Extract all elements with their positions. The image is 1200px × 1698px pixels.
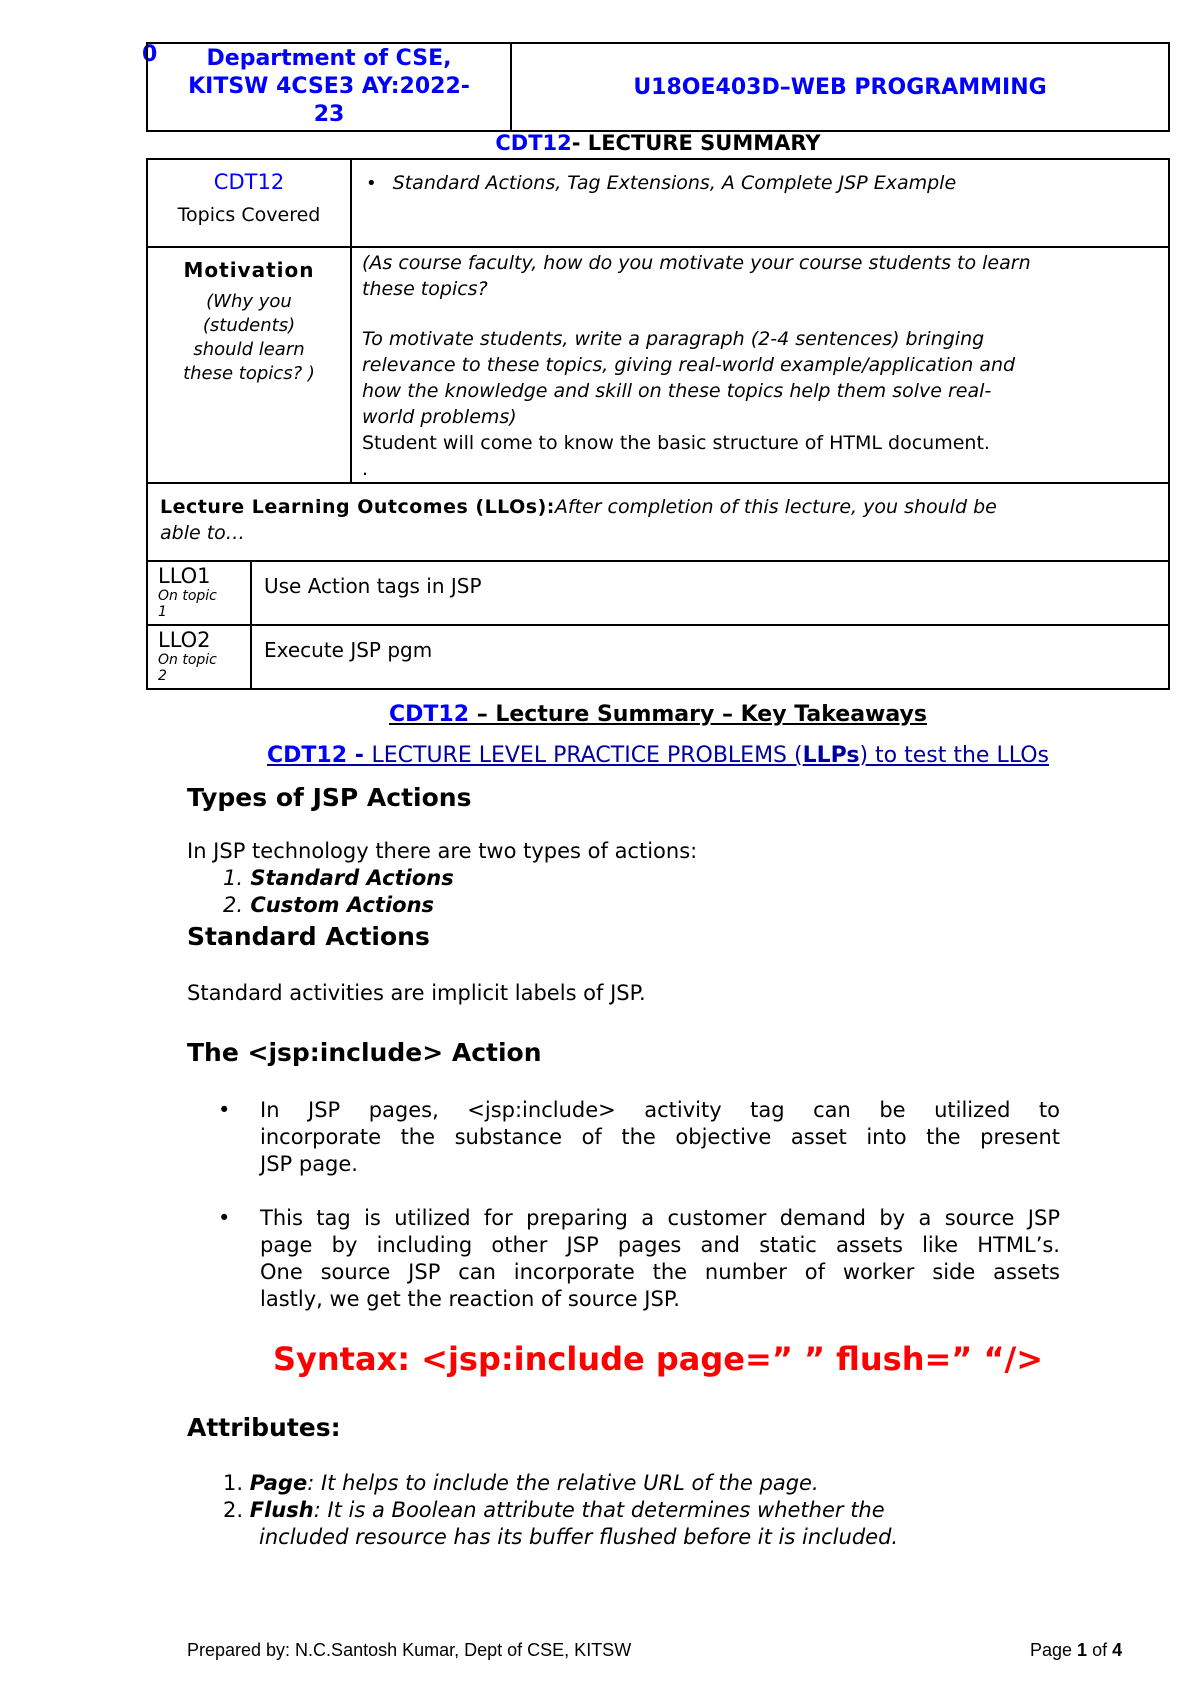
key-takeaways-heading (146, 702, 1170, 727)
motivation-sub1: (Why you (206, 291, 292, 312)
motivation-q3: To motivate students, write a paragraph (2-4 sentences) bringing (362, 328, 985, 350)
practice-problems-heading (146, 743, 1170, 768)
motivation-sub4: these topics? ) (183, 363, 315, 384)
llo1-on: On topic (158, 588, 217, 604)
motivation-answer: Student will come to know the basic structure of HTML document. (362, 432, 990, 454)
attribute-flush-line2: included resource has its buffer flushed before it is included. (259, 1525, 899, 1549)
type-item-1: 1. Standard Actions (223, 866, 454, 890)
motivation-dot: . (362, 458, 369, 480)
llo1-num: 1 (158, 604, 167, 620)
llo1-code-cell (147, 561, 251, 625)
llo2-code: LLO2 (158, 628, 211, 652)
llo-heading-rest1: After completion of this lecture, you should be (554, 496, 997, 518)
bullet-icon: • (366, 173, 377, 194)
takeaways-code: CDT12 (389, 702, 470, 727)
syntax-line: Syntax: <jsp:include page=” ” flush=” “/> (272, 1340, 1043, 1378)
bullet-icon-1: • (218, 1098, 231, 1122)
practice-text1: LECTURE LEVEL PRACTICE PROBLEMS ( (371, 743, 803, 768)
lecture-summary-table (146, 158, 1170, 562)
motivation-q4: relevance to these topics, giving real-world example/application and (362, 354, 1016, 376)
include-bullet-2: This tag is utilized for preparing a customer demand by a source JSP page by including other JSP pages and static assets like HTML’s. One source JSP can incorporate the number of worker side assets lastly, we get the reaction of source JSP. (260, 1206, 1060, 1311)
topics-label-cell (147, 159, 351, 247)
llo-table (146, 560, 1170, 690)
takeaways-text: – Lecture Summary – Key Takeaways (469, 702, 927, 727)
llo2-text: Execute JSP pgm (251, 625, 1169, 689)
motivation-q6: world problems) (362, 406, 517, 428)
types-list (223, 865, 454, 919)
department-cell (147, 43, 511, 131)
motivation-sub3: should learn (193, 339, 305, 360)
llo1-code: LLO1 (158, 564, 211, 588)
practice-bold: LLPs (802, 743, 860, 768)
motivation-q1: (As course faculty, how do you motivate your course students to learn (362, 252, 1031, 274)
motivation-label-cell (147, 247, 351, 483)
page-number: Page 1 of 4 (1030, 1640, 1123, 1660)
bullet-icon-2: • (218, 1206, 231, 1230)
standard-actions-heading: Standard Actions (187, 922, 430, 951)
page-marker: 0 (142, 42, 158, 67)
practice-dash: - (347, 743, 372, 768)
types-intro: In JSP technology there are two types of actions: (187, 839, 698, 863)
prepared-by: Prepared by: N.C.Santosh Kumar, Dept of CSE, KITSW (187, 1640, 632, 1660)
practice-code: CDT12 (267, 743, 348, 768)
course-title: U18OE403D–WEB PROGRAMMING (511, 43, 1169, 131)
department-line2: KITSW 4CSE3 AY:2022- (188, 74, 470, 99)
header-table (146, 42, 1170, 132)
include-bullet-1: In JSP pages, <jsp:include> activity tag can be utilized to incorporate the substance of the objective asset into the present JSP page. (260, 1098, 1060, 1176)
summary-code: CDT12 (495, 131, 572, 155)
llo-heading: Lecture Learning Outcomes (LLOs): (160, 496, 555, 518)
topics-code: CDT12 (213, 170, 285, 194)
topics-content-cell (351, 159, 1169, 247)
summary-title-text: - LECTURE SUMMARY (571, 131, 821, 155)
attribute-page: 1. Page: It helps to include the relative URL of the page. (223, 1471, 819, 1495)
motivation-content-cell (351, 247, 1169, 483)
motivation-label: Motivation (183, 258, 315, 282)
llo1-text: Use Action tags in JSP (251, 561, 1169, 625)
llo2-on: On topic (158, 652, 217, 668)
motivation-subtitle (149, 290, 349, 386)
motivation-q2: these topics? (362, 278, 488, 300)
attributes-list (223, 1470, 898, 1551)
topics-label: Topics Covered (177, 204, 321, 226)
type-item-2: 2. Custom Actions (223, 893, 435, 917)
types-heading: Types of JSP Actions (187, 783, 472, 812)
llo2-code-cell (147, 625, 251, 689)
attribute-flush: 2. Flush: It is a Boolean attribute that determines whether the (223, 1498, 885, 1522)
include-action-heading: The <jsp:include> Action (187, 1038, 542, 1067)
practice-text2: ) to test the LLOs (859, 743, 1049, 768)
motivation-q5: how the knowledge and skill on these topics help them solve real- (362, 380, 992, 402)
topics-covered: Standard Actions, Tag Extensions, A Complete JSP Example (392, 172, 957, 194)
standard-actions-text: Standard activities are implicit labels of JSP. (187, 981, 646, 1005)
llo-heading-rest2: able to… (160, 522, 245, 544)
department-line1: Department of CSE, (206, 46, 452, 71)
attributes-heading: Attributes: (187, 1413, 341, 1442)
motivation-sub2: (students) (202, 315, 296, 336)
llo-heading-cell (147, 483, 1169, 561)
summary-title (146, 131, 1170, 155)
department-line3: 23 (313, 102, 345, 127)
llo2-num: 2 (158, 668, 167, 684)
